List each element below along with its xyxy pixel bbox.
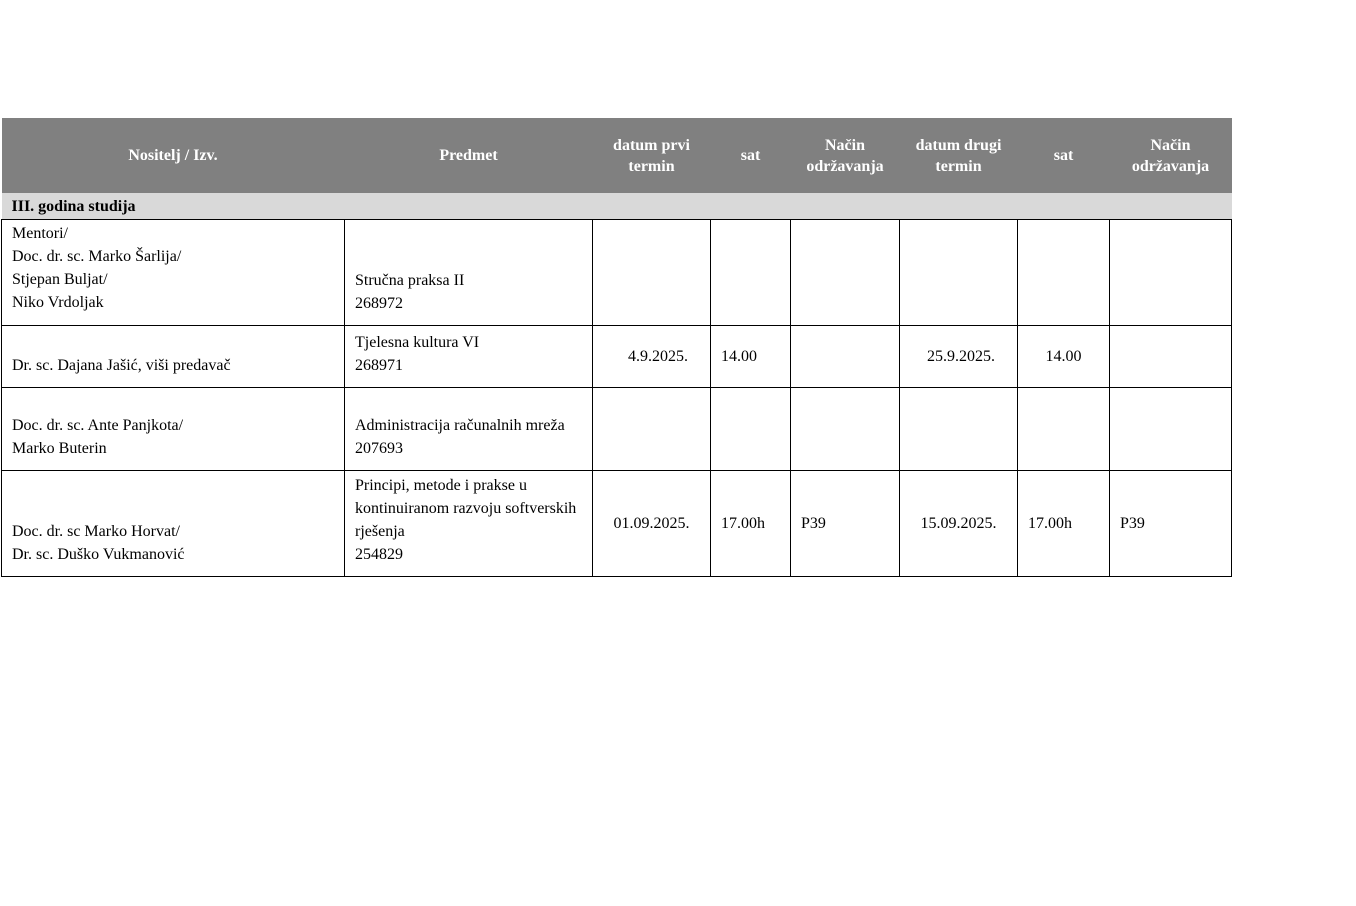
cell-sat-prvi[interactable] xyxy=(711,220,791,326)
cell-nositelj[interactable]: Doc. dr. sc Marko Horvat/ Dr. sc. Duško Vukmanović xyxy=(2,471,345,577)
cell-predmet[interactable]: Principi, metode i prakse u kontinuiranom razvoju softverskih rješenja 254829 xyxy=(345,471,593,577)
cell-nacin-drugi[interactable] xyxy=(1110,388,1232,471)
cell-nacin-drugi[interactable] xyxy=(1110,326,1232,388)
cell-datum-drugi[interactable]: 15.09.2025. xyxy=(900,471,1018,577)
header-predmet: Predmet xyxy=(345,118,593,193)
cell-nositelj[interactable]: Dr. sc. Dajana Jašić, viši predavač xyxy=(2,326,345,388)
header-nacin-drugi: Način održavanja xyxy=(1110,118,1232,193)
table-row xyxy=(2,326,1232,388)
table-row xyxy=(2,471,1232,577)
table-row xyxy=(2,388,1232,471)
table-row xyxy=(2,220,1232,326)
header-nositelj: Nositelj / Izv. xyxy=(2,118,345,193)
cell-datum-drugi[interactable] xyxy=(900,220,1018,326)
header-datum-drugi: datum drugi termin xyxy=(900,118,1018,193)
cell-nositelj[interactable]: Doc. dr. sc. Ante Panjkota/ Marko Buterin xyxy=(2,388,345,471)
cell-datum-prvi[interactable] xyxy=(593,388,711,471)
cell-predmet[interactable]: Tjelesna kultura VI 268971 xyxy=(345,326,593,388)
cell-sat-prvi[interactable] xyxy=(711,388,791,471)
cell-sat-drugi[interactable]: 17.00h xyxy=(1018,471,1110,577)
cell-sat-prvi[interactable]: 17.00h xyxy=(711,471,791,577)
cell-sat-drugi[interactable] xyxy=(1018,388,1110,471)
cell-datum-prvi[interactable]: 4.9.2025. xyxy=(593,326,711,388)
cell-nositelj[interactable]: Mentori/ Doc. dr. sc. Marko Šarlija/ Stjepan Buljat/ Niko Vrdoljak xyxy=(2,220,345,326)
cell-sat-drugi[interactable]: 14.00 xyxy=(1018,326,1110,388)
section-row xyxy=(2,193,1232,220)
header-sat-drugi: sat xyxy=(1018,118,1110,193)
exam-schedule-table xyxy=(1,118,1232,577)
cell-predmet[interactable]: Stručna praksa II 268972 xyxy=(345,220,593,326)
section-label: III. godina studija xyxy=(2,193,1232,220)
cell-nacin-prvi[interactable]: P39 xyxy=(791,471,900,577)
cell-nacin-drugi[interactable] xyxy=(1110,220,1232,326)
header-sat-prvi: sat xyxy=(711,118,791,193)
cell-datum-drugi[interactable] xyxy=(900,388,1018,471)
cell-predmet[interactable]: Administracija računalnih mreža 207693 xyxy=(345,388,593,471)
cell-datum-prvi[interactable]: 01.09.2025. xyxy=(593,471,711,577)
cell-nacin-prvi[interactable] xyxy=(791,220,900,326)
cell-sat-prvi[interactable]: 14.00 xyxy=(711,326,791,388)
cell-nacin-prvi[interactable] xyxy=(791,388,900,471)
header-nacin-prvi: Način održavanja xyxy=(791,118,900,193)
header-datum-prvi: datum prvi termin xyxy=(593,118,711,193)
cell-sat-drugi[interactable] xyxy=(1018,220,1110,326)
cell-nacin-drugi[interactable]: P39 xyxy=(1110,471,1232,577)
cell-datum-prvi[interactable] xyxy=(593,220,711,326)
header-row xyxy=(2,118,1232,193)
cell-nacin-prvi[interactable] xyxy=(791,326,900,388)
cell-datum-drugi[interactable]: 25.9.2025. xyxy=(900,326,1018,388)
